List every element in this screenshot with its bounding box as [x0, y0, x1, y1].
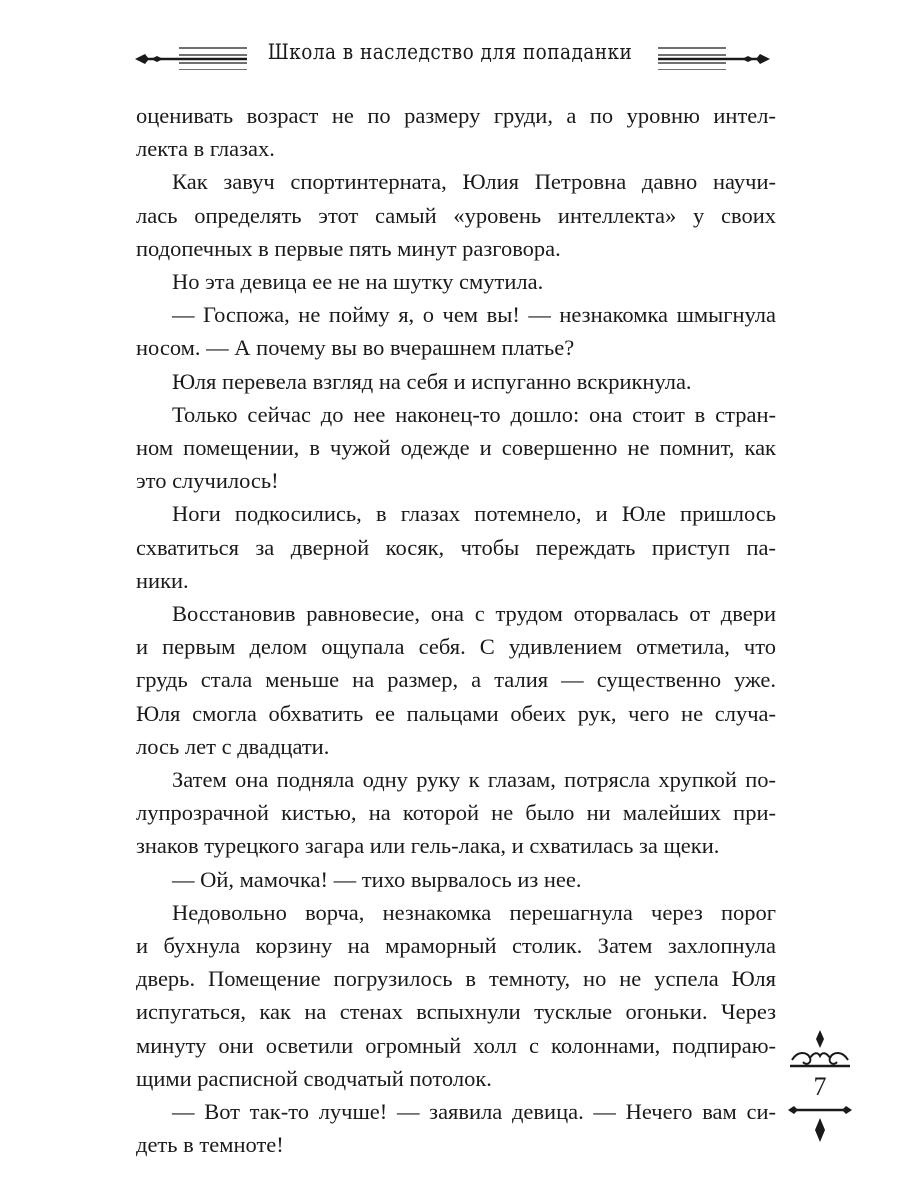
text-line: лось лет с двадцати. — [136, 733, 330, 759]
text-line: Недовольно ворча, незнакомка перешагнула через порог — [172, 899, 776, 925]
paragraph — [136, 763, 776, 863]
running-header — [0, 36, 900, 80]
text-line: подопечных в первые пять минут разговора. — [136, 235, 561, 261]
paragraph — [136, 398, 776, 498]
paragraph — [136, 863, 776, 896]
page-number: 7 — [813, 1072, 827, 1101]
text-line: лупрозрачной кистью, на которой не было ни малейших при- — [136, 800, 776, 826]
text-line: и первым делом ощупала себя. С удивлением отметила, что — [136, 634, 776, 660]
paragraph — [136, 265, 776, 298]
paragraph — [136, 165, 776, 265]
text-line: — Госпожа, не пойму я, о чем вы! — незнакомка шмыгнула — [172, 302, 776, 328]
paragraph — [136, 497, 776, 597]
text-line: испугаться, как на стенах вспыхнули тусклые огоньки. Через — [136, 999, 776, 1025]
text-line: это случилось! — [136, 468, 279, 494]
text-line: грудь стала меньше на размер, а талия — существенно уже. — [136, 667, 776, 693]
text-line: деть в темноте! — [136, 1132, 284, 1158]
text-line: и бухнула корзину на мраморный столик. Затем захлопнула — [136, 933, 776, 959]
text-line: лекта в глазах. — [136, 136, 275, 162]
text-line: Юля смогла обхватить ее пальцами обеих рук, чего не случа- — [136, 700, 776, 726]
text-line: Восстановив равновесие, она с трудом оторвалась от двери — [172, 601, 776, 627]
text-line: ном помещении, в чужой одежде и совершенно не помнит, как — [136, 435, 776, 461]
body-text — [136, 99, 776, 1162]
paragraph — [136, 896, 776, 1095]
text-line: дверь. Помещение погрузилось в темноту, но не успела Юля — [136, 966, 776, 992]
text-line: лась определять этот самый «уровень интеллекта» у своих — [136, 202, 776, 228]
text-line: носом. — А почему вы во вчерашнем платье? — [136, 335, 575, 361]
text-line: Как завуч спортинтерната, Юлия Петровна давно научи- — [172, 169, 776, 195]
text-line: Только сейчас до нее наконец-то дошло: она стоит в стран- — [172, 401, 776, 427]
text-line: — Ой, мамочка! — тихо вырвалось из нее. — [172, 866, 582, 892]
paragraph — [136, 298, 776, 364]
header-ornament-right-icon — [658, 46, 770, 70]
text-line: оценивать возраст не по размеру груди, а по уровню интел- — [136, 103, 776, 128]
paragraph — [136, 365, 776, 398]
text-line: Ноги подкосились, в глазах потемнело, и Юле пришлось — [172, 501, 776, 527]
text-line: схватиться за дверной косяк, чтобы переждать приступ па- — [136, 534, 776, 560]
text-line: минуту они осветили огромный холл с колоннами, подпираю- — [136, 1032, 776, 1058]
paragraph — [136, 597, 776, 763]
text-line: Но эта девица ее не на шутку смутила. — [172, 269, 544, 295]
text-line: знаков турецкого загара или гель-лака, и схватилась за щеки. — [136, 833, 720, 859]
text-line: ники. — [136, 567, 189, 593]
paragraph — [136, 99, 776, 165]
text-line: щими расписной сводчатый потолок. — [136, 1065, 492, 1091]
paragraph — [136, 1095, 776, 1161]
header-title: Школа в наследство для попаданки — [267, 40, 633, 64]
text-line: Юля перевела взгляд на себя и испуганно вскрикнула. — [172, 368, 692, 394]
text-line: — Вот так-то лучше! — заявила девица. — Нечего вам си- — [172, 1099, 776, 1125]
text-line: Затем она подняла одну руку к глазам, потрясла хрупкой по- — [172, 767, 776, 793]
